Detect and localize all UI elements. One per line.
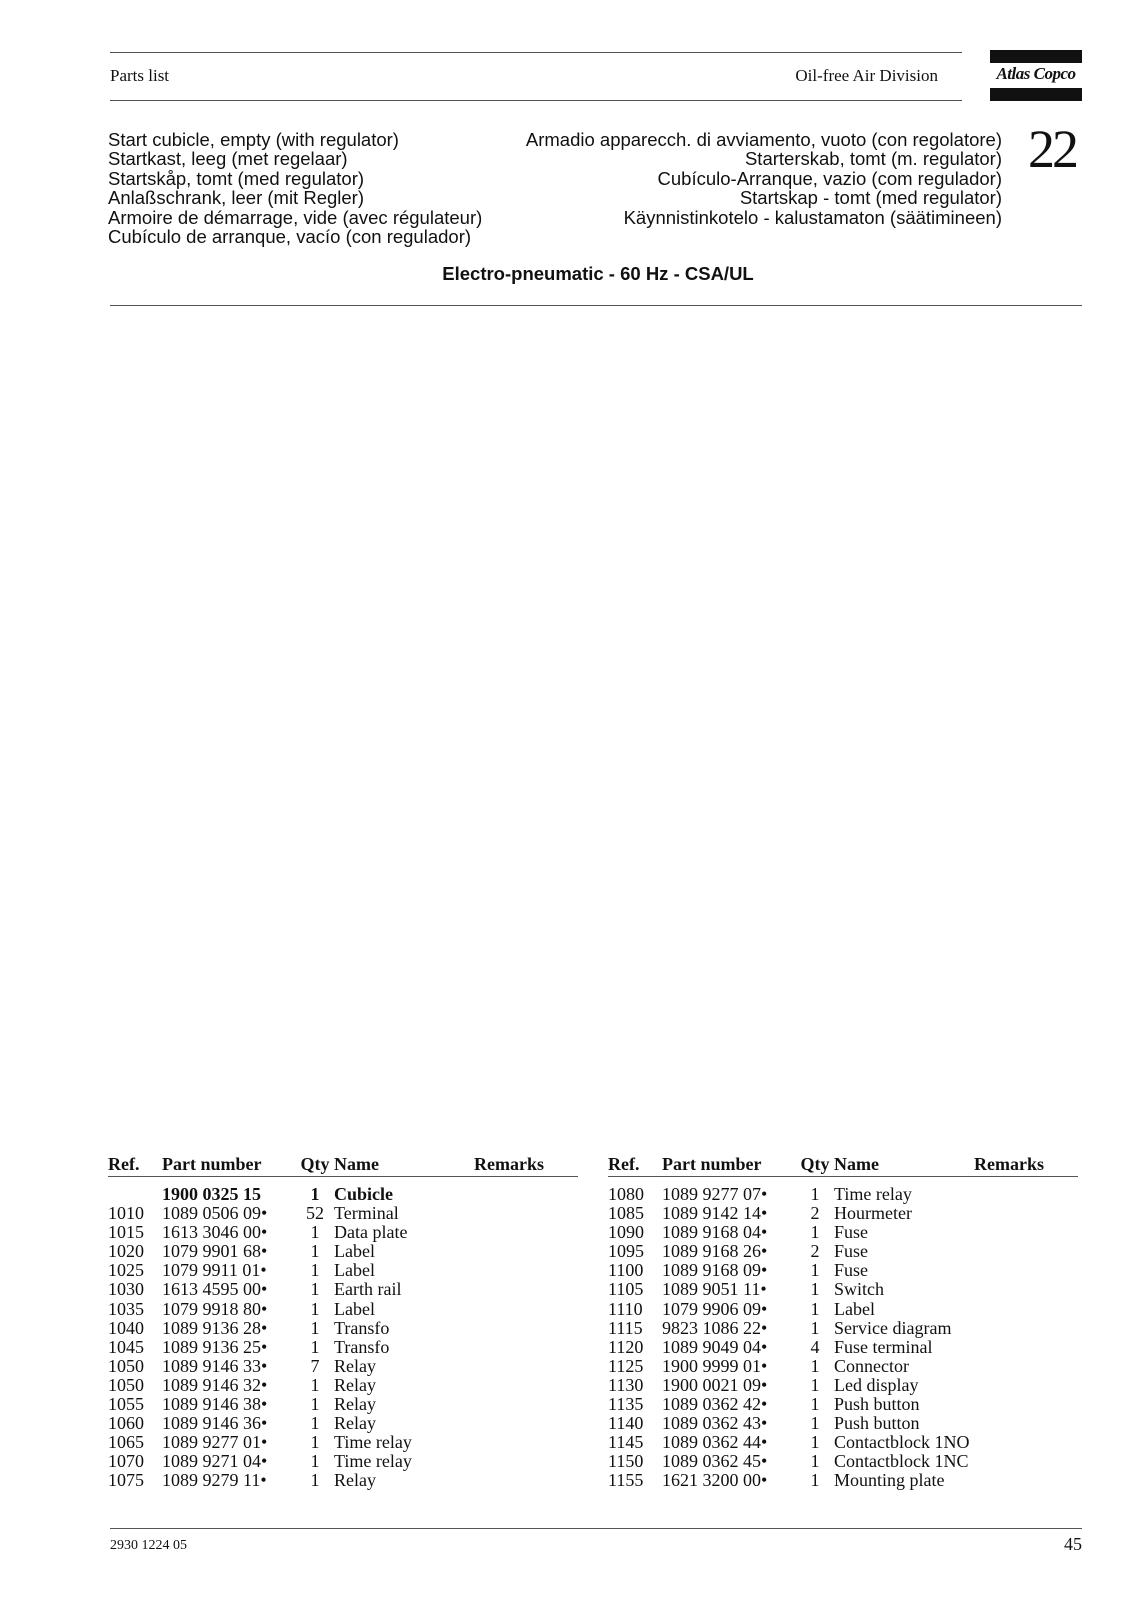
cell-ref: 1080 xyxy=(608,1184,644,1204)
cell-ref: 1015 xyxy=(108,1222,144,1243)
col-ref: Ref. xyxy=(108,1154,140,1174)
cell-name: Relay xyxy=(334,1470,376,1491)
cell-remarks xyxy=(474,1395,578,1414)
cell-name: Fuse xyxy=(834,1241,869,1262)
cell-name: Label xyxy=(334,1298,375,1319)
cell-qty: 1 xyxy=(810,1451,820,1472)
title-line: Käynnistinkotelo - kalustamaton (säätimineen) xyxy=(623,206,1002,228)
cell-ref: 1150 xyxy=(608,1451,644,1472)
cell-remarks xyxy=(974,1452,1078,1471)
col-ref: Ref. xyxy=(608,1154,640,1174)
cell-qty: 1 xyxy=(310,1451,320,1472)
cell-ref: 1025 xyxy=(108,1260,144,1281)
cell-ref: 1055 xyxy=(108,1394,144,1415)
table-row xyxy=(608,1433,1078,1452)
cell-ref: 1030 xyxy=(108,1279,144,1300)
col-remarks: Remarks xyxy=(974,1154,1044,1174)
table-row xyxy=(608,1185,1078,1204)
cell-part-number: 1089 9279 11• xyxy=(162,1470,267,1491)
cell-ref: 1065 xyxy=(108,1432,144,1453)
table-row xyxy=(608,1395,1078,1414)
table-row xyxy=(608,1452,1078,1471)
cell-qty: 1 xyxy=(810,1355,820,1376)
cell-qty: 2 xyxy=(810,1203,820,1224)
title-line: Starterskab, tomt (m. regulator) xyxy=(744,148,1002,170)
cell-remarks xyxy=(474,1452,578,1471)
table-row xyxy=(108,1185,578,1204)
table-row xyxy=(608,1242,1078,1261)
cell-part-number: 1079 9918 80• xyxy=(162,1298,268,1319)
header-doc-type: Parts list xyxy=(110,66,170,85)
cell-name: Terminal xyxy=(334,1203,399,1224)
col-qty: Qty xyxy=(300,1154,330,1174)
cell-part-number: 1900 0325 15 xyxy=(162,1184,261,1204)
cell-remarks xyxy=(474,1185,578,1204)
cell-name: Fuse xyxy=(834,1260,869,1281)
cell-qty: 4 xyxy=(810,1336,820,1357)
table-row xyxy=(108,1395,578,1414)
cell-remarks xyxy=(474,1300,578,1319)
cell-remarks xyxy=(974,1204,1078,1223)
cell-ref: 1125 xyxy=(608,1355,644,1376)
table-row xyxy=(608,1357,1078,1376)
title-line: Start cubicle, empty (with regulator) xyxy=(108,129,399,150)
table-row xyxy=(608,1319,1078,1338)
cell-qty: 1 xyxy=(310,1317,320,1338)
cell-part-number: 1089 9146 32• xyxy=(162,1374,268,1395)
cell-part-number: 1079 9911 01• xyxy=(162,1260,267,1281)
cell-ref: 1115 xyxy=(608,1317,643,1338)
cell-ref: 1140 xyxy=(608,1413,644,1434)
cell-part-number: 1613 3046 00• xyxy=(162,1222,268,1243)
table-row xyxy=(108,1204,578,1223)
cell-remarks xyxy=(974,1280,1078,1299)
cell-name: Push button xyxy=(834,1413,920,1434)
cell-qty: 1 xyxy=(310,1432,320,1453)
cell-qty: 1 xyxy=(810,1432,820,1453)
table-row xyxy=(608,1414,1078,1433)
cell-part-number: 1089 9168 09• xyxy=(662,1260,768,1281)
header-bottom-rule xyxy=(110,100,962,101)
cell-qty: 2 xyxy=(810,1241,820,1262)
table-row xyxy=(608,1376,1078,1395)
cell-qty: 1 xyxy=(810,1470,820,1491)
cell-part-number: 1900 9999 01• xyxy=(662,1355,768,1376)
cell-ref: 1050 xyxy=(108,1374,144,1395)
cell-qty: 1 xyxy=(310,1470,320,1491)
footer-doc-number: 2930 1224 05 xyxy=(110,1538,187,1553)
cell-remarks xyxy=(974,1242,1078,1261)
cell-ref: 1040 xyxy=(108,1317,144,1338)
cell-name: Label xyxy=(834,1298,875,1319)
table-row xyxy=(108,1223,578,1242)
table-row xyxy=(108,1300,578,1319)
cell-remarks xyxy=(474,1433,578,1452)
cell-ref: 1110 xyxy=(608,1298,643,1319)
cell-qty: 1 xyxy=(810,1394,820,1415)
parts-table-left xyxy=(108,1154,578,1491)
cell-remarks xyxy=(974,1414,1078,1433)
cell-name: Time relay xyxy=(334,1451,412,1472)
cell-remarks xyxy=(474,1414,578,1433)
cell-part-number: 1089 9277 01• xyxy=(162,1432,268,1453)
cell-name: Earth rail xyxy=(334,1279,402,1300)
cell-qty: 1 xyxy=(310,1222,320,1243)
table-row xyxy=(108,1433,578,1452)
title-bottom-rule xyxy=(110,305,1082,306)
footer-page-number: 45 xyxy=(1064,1534,1082,1554)
header-top-rule xyxy=(110,52,962,53)
col-name: Name xyxy=(834,1154,879,1174)
cell-ref: 1085 xyxy=(608,1203,644,1224)
cell-qty: 1 xyxy=(310,1184,320,1204)
cell-qty: 1 xyxy=(310,1241,320,1262)
cell-part-number: 1089 9051 11• xyxy=(662,1279,767,1300)
cell-ref: 1035 xyxy=(108,1298,144,1319)
cell-part-number: 1089 9277 07• xyxy=(662,1184,768,1204)
cell-remarks xyxy=(474,1471,578,1490)
table-row xyxy=(608,1471,1078,1490)
cell-part-number: 1079 9906 09• xyxy=(662,1298,768,1319)
cell-part-number: 1079 9901 68• xyxy=(162,1241,268,1262)
cell-qty: 1 xyxy=(310,1374,320,1395)
cell-part-number: 9823 1086 22• xyxy=(662,1317,768,1338)
table-row xyxy=(108,1242,578,1261)
cell-part-number: 1900 0021 09• xyxy=(662,1374,768,1395)
table-row xyxy=(108,1471,578,1490)
col-qty: Qty xyxy=(800,1154,830,1174)
cell-qty: 1 xyxy=(810,1413,820,1434)
cell-part-number: 1089 0506 09• xyxy=(162,1203,268,1224)
cell-name: Transfo xyxy=(334,1317,390,1338)
cell-remarks xyxy=(474,1223,578,1242)
cell-remarks xyxy=(974,1300,1078,1319)
cell-ref: 1095 xyxy=(608,1241,644,1262)
cell-qty: 7 xyxy=(310,1355,320,1376)
cell-name: Time relay xyxy=(334,1432,412,1453)
cell-qty: 1 xyxy=(810,1279,820,1300)
cell-qty: 1 xyxy=(310,1260,320,1281)
table-row xyxy=(608,1204,1078,1223)
title-line: Armoire de démarrage, vide (avec régulateur) xyxy=(108,206,483,228)
cell-remarks xyxy=(974,1395,1078,1414)
cell-qty: 1 xyxy=(310,1336,320,1357)
parts-table-right xyxy=(608,1154,1078,1491)
cell-name: Service diagram xyxy=(834,1317,952,1338)
cell-name: Switch xyxy=(834,1279,885,1300)
cell-qty: 1 xyxy=(810,1260,820,1281)
cell-ref: 1045 xyxy=(108,1336,144,1357)
cell-ref: 1020 xyxy=(108,1241,144,1262)
cell-ref: 1090 xyxy=(608,1222,644,1243)
titles-right xyxy=(526,130,1002,227)
title-line: Anlaßschrank, leer (mit Regler) xyxy=(108,187,364,209)
cell-part-number: 1613 4595 00• xyxy=(162,1279,268,1300)
cell-remarks xyxy=(474,1280,578,1299)
table-row xyxy=(108,1261,578,1280)
cell-part-number: 1089 9146 36• xyxy=(162,1413,268,1434)
cell-name: Contactblock 1NO xyxy=(834,1432,970,1453)
cell-part-number: 1089 9049 04• xyxy=(662,1336,768,1357)
cell-remarks xyxy=(974,1185,1078,1204)
title-line: Cubículo de arranque, vacío (con regulador) xyxy=(108,226,472,248)
cell-ref: 1145 xyxy=(608,1432,644,1453)
title-line: Armadio apparecch. di avviamento, vuoto (con regolatore) xyxy=(525,129,1002,150)
table-row xyxy=(608,1261,1078,1280)
cell-name: Label xyxy=(334,1241,375,1262)
cell-qty: 1 xyxy=(810,1222,820,1243)
table-row xyxy=(608,1280,1078,1299)
cell-name: Mounting plate xyxy=(834,1470,945,1491)
cell-remarks xyxy=(974,1357,1078,1376)
table-row xyxy=(108,1319,578,1338)
table-row xyxy=(608,1223,1078,1242)
table-row xyxy=(108,1280,578,1299)
cell-part-number: 1089 9168 26• xyxy=(662,1241,768,1262)
cell-remarks xyxy=(474,1242,578,1261)
col-name: Name xyxy=(334,1154,379,1174)
cell-name: Transfo xyxy=(334,1336,390,1357)
cell-part-number: 1089 9271 04• xyxy=(162,1451,268,1472)
cell-qty: 52 xyxy=(306,1203,324,1224)
col-part-number: Part number xyxy=(662,1154,762,1174)
cell-remarks xyxy=(474,1204,578,1223)
cell-ref: 1105 xyxy=(608,1279,644,1300)
cell-remarks xyxy=(474,1338,578,1357)
cell-part-number: 1089 0362 43• xyxy=(662,1413,768,1434)
table-row xyxy=(108,1376,578,1395)
cell-part-number: 1089 9168 04• xyxy=(662,1222,768,1243)
cell-name: Push button xyxy=(834,1394,920,1415)
cell-remarks xyxy=(974,1319,1078,1338)
cell-ref: 1155 xyxy=(608,1470,644,1491)
table-row xyxy=(108,1338,578,1357)
cell-name: Time relay xyxy=(834,1184,912,1204)
cell-part-number: 1089 0362 44• xyxy=(662,1432,768,1453)
cell-ref: 1135 xyxy=(608,1394,644,1415)
cell-remarks xyxy=(974,1261,1078,1280)
table-row xyxy=(108,1414,578,1433)
cell-remarks xyxy=(474,1261,578,1280)
cell-name: Fuse terminal xyxy=(834,1336,933,1357)
cell-name: Fuse xyxy=(834,1222,869,1243)
cell-qty: 1 xyxy=(310,1298,320,1319)
cell-qty: 1 xyxy=(310,1394,320,1415)
cell-name: Relay xyxy=(334,1394,376,1415)
footer-rule xyxy=(110,1528,1082,1529)
cell-part-number: 1089 9146 33• xyxy=(162,1355,268,1376)
table-row xyxy=(608,1338,1078,1357)
cell-name: Relay xyxy=(334,1413,376,1434)
cell-name: Connector xyxy=(834,1355,909,1376)
col-remarks: Remarks xyxy=(474,1154,544,1174)
title-line: Startkast, leeg (met regelaar) xyxy=(108,148,348,170)
header-division: Oil-free Air Division xyxy=(795,66,938,85)
cell-qty: 1 xyxy=(810,1317,820,1338)
cell-name: Contactblock 1NC xyxy=(834,1451,969,1472)
cell-ref: 1050 xyxy=(108,1355,144,1376)
table-row xyxy=(108,1452,578,1471)
cell-part-number: 1089 9146 38• xyxy=(162,1394,268,1415)
title-line: Cubículo-Arranque, vazio (com regulador) xyxy=(657,167,1002,189)
cell-ref: 1100 xyxy=(608,1260,644,1281)
cell-qty: 1 xyxy=(310,1413,320,1434)
cell-qty: 1 xyxy=(810,1298,820,1319)
cell-part-number: 1089 9136 25• xyxy=(162,1336,268,1357)
cell-remarks xyxy=(974,1376,1078,1395)
cell-part-number: 1089 9142 14• xyxy=(662,1203,768,1224)
cell-name: Led display xyxy=(834,1374,919,1395)
cell-part-number: 1089 0362 42• xyxy=(662,1394,768,1415)
cell-remarks xyxy=(474,1357,578,1376)
cell-qty: 1 xyxy=(810,1184,820,1204)
cell-part-number: 1089 0362 45• xyxy=(662,1451,768,1472)
cell-name: Hourmeter xyxy=(834,1203,912,1224)
logo-text: Atlas Copco xyxy=(996,64,1076,83)
atlas-copco-logo xyxy=(990,50,1082,102)
cell-ref: 1130 xyxy=(608,1374,644,1395)
cell-name: Label xyxy=(334,1260,375,1281)
cell-ref: 1120 xyxy=(608,1336,644,1357)
cell-part-number: 1621 3200 00• xyxy=(662,1470,768,1491)
cell-qty: 1 xyxy=(310,1279,320,1300)
cell-name: Relay xyxy=(334,1374,376,1395)
titles-left xyxy=(108,130,482,246)
cell-name: Cubicle xyxy=(334,1184,394,1204)
subtitle: Electro-pneumatic - 60 Hz - CSA/UL xyxy=(442,263,754,284)
cell-ref: 1070 xyxy=(108,1451,144,1472)
table-row xyxy=(608,1300,1078,1319)
cell-remarks xyxy=(474,1376,578,1395)
cell-ref: 1010 xyxy=(108,1203,144,1224)
cell-ref xyxy=(108,1185,162,1204)
cell-name: Data plate xyxy=(334,1222,408,1243)
cell-part-number: 1089 9136 28• xyxy=(162,1317,268,1338)
cell-name: Relay xyxy=(334,1355,376,1376)
cell-remarks xyxy=(474,1319,578,1338)
cell-ref: 1060 xyxy=(108,1413,144,1434)
section-number: 22 xyxy=(1028,119,1076,179)
table-row xyxy=(108,1357,578,1376)
cell-remarks xyxy=(974,1433,1078,1452)
col-part-number: Part number xyxy=(162,1154,262,1174)
cell-qty: 1 xyxy=(810,1374,820,1395)
cell-ref: 1075 xyxy=(108,1470,144,1491)
cell-remarks xyxy=(974,1471,1078,1490)
cell-remarks xyxy=(974,1223,1078,1242)
title-line: Startskåp, tomt (med regulator) xyxy=(108,167,365,189)
cell-remarks xyxy=(974,1338,1078,1357)
title-line: Startskap - tomt (med regulator) xyxy=(739,187,1002,209)
